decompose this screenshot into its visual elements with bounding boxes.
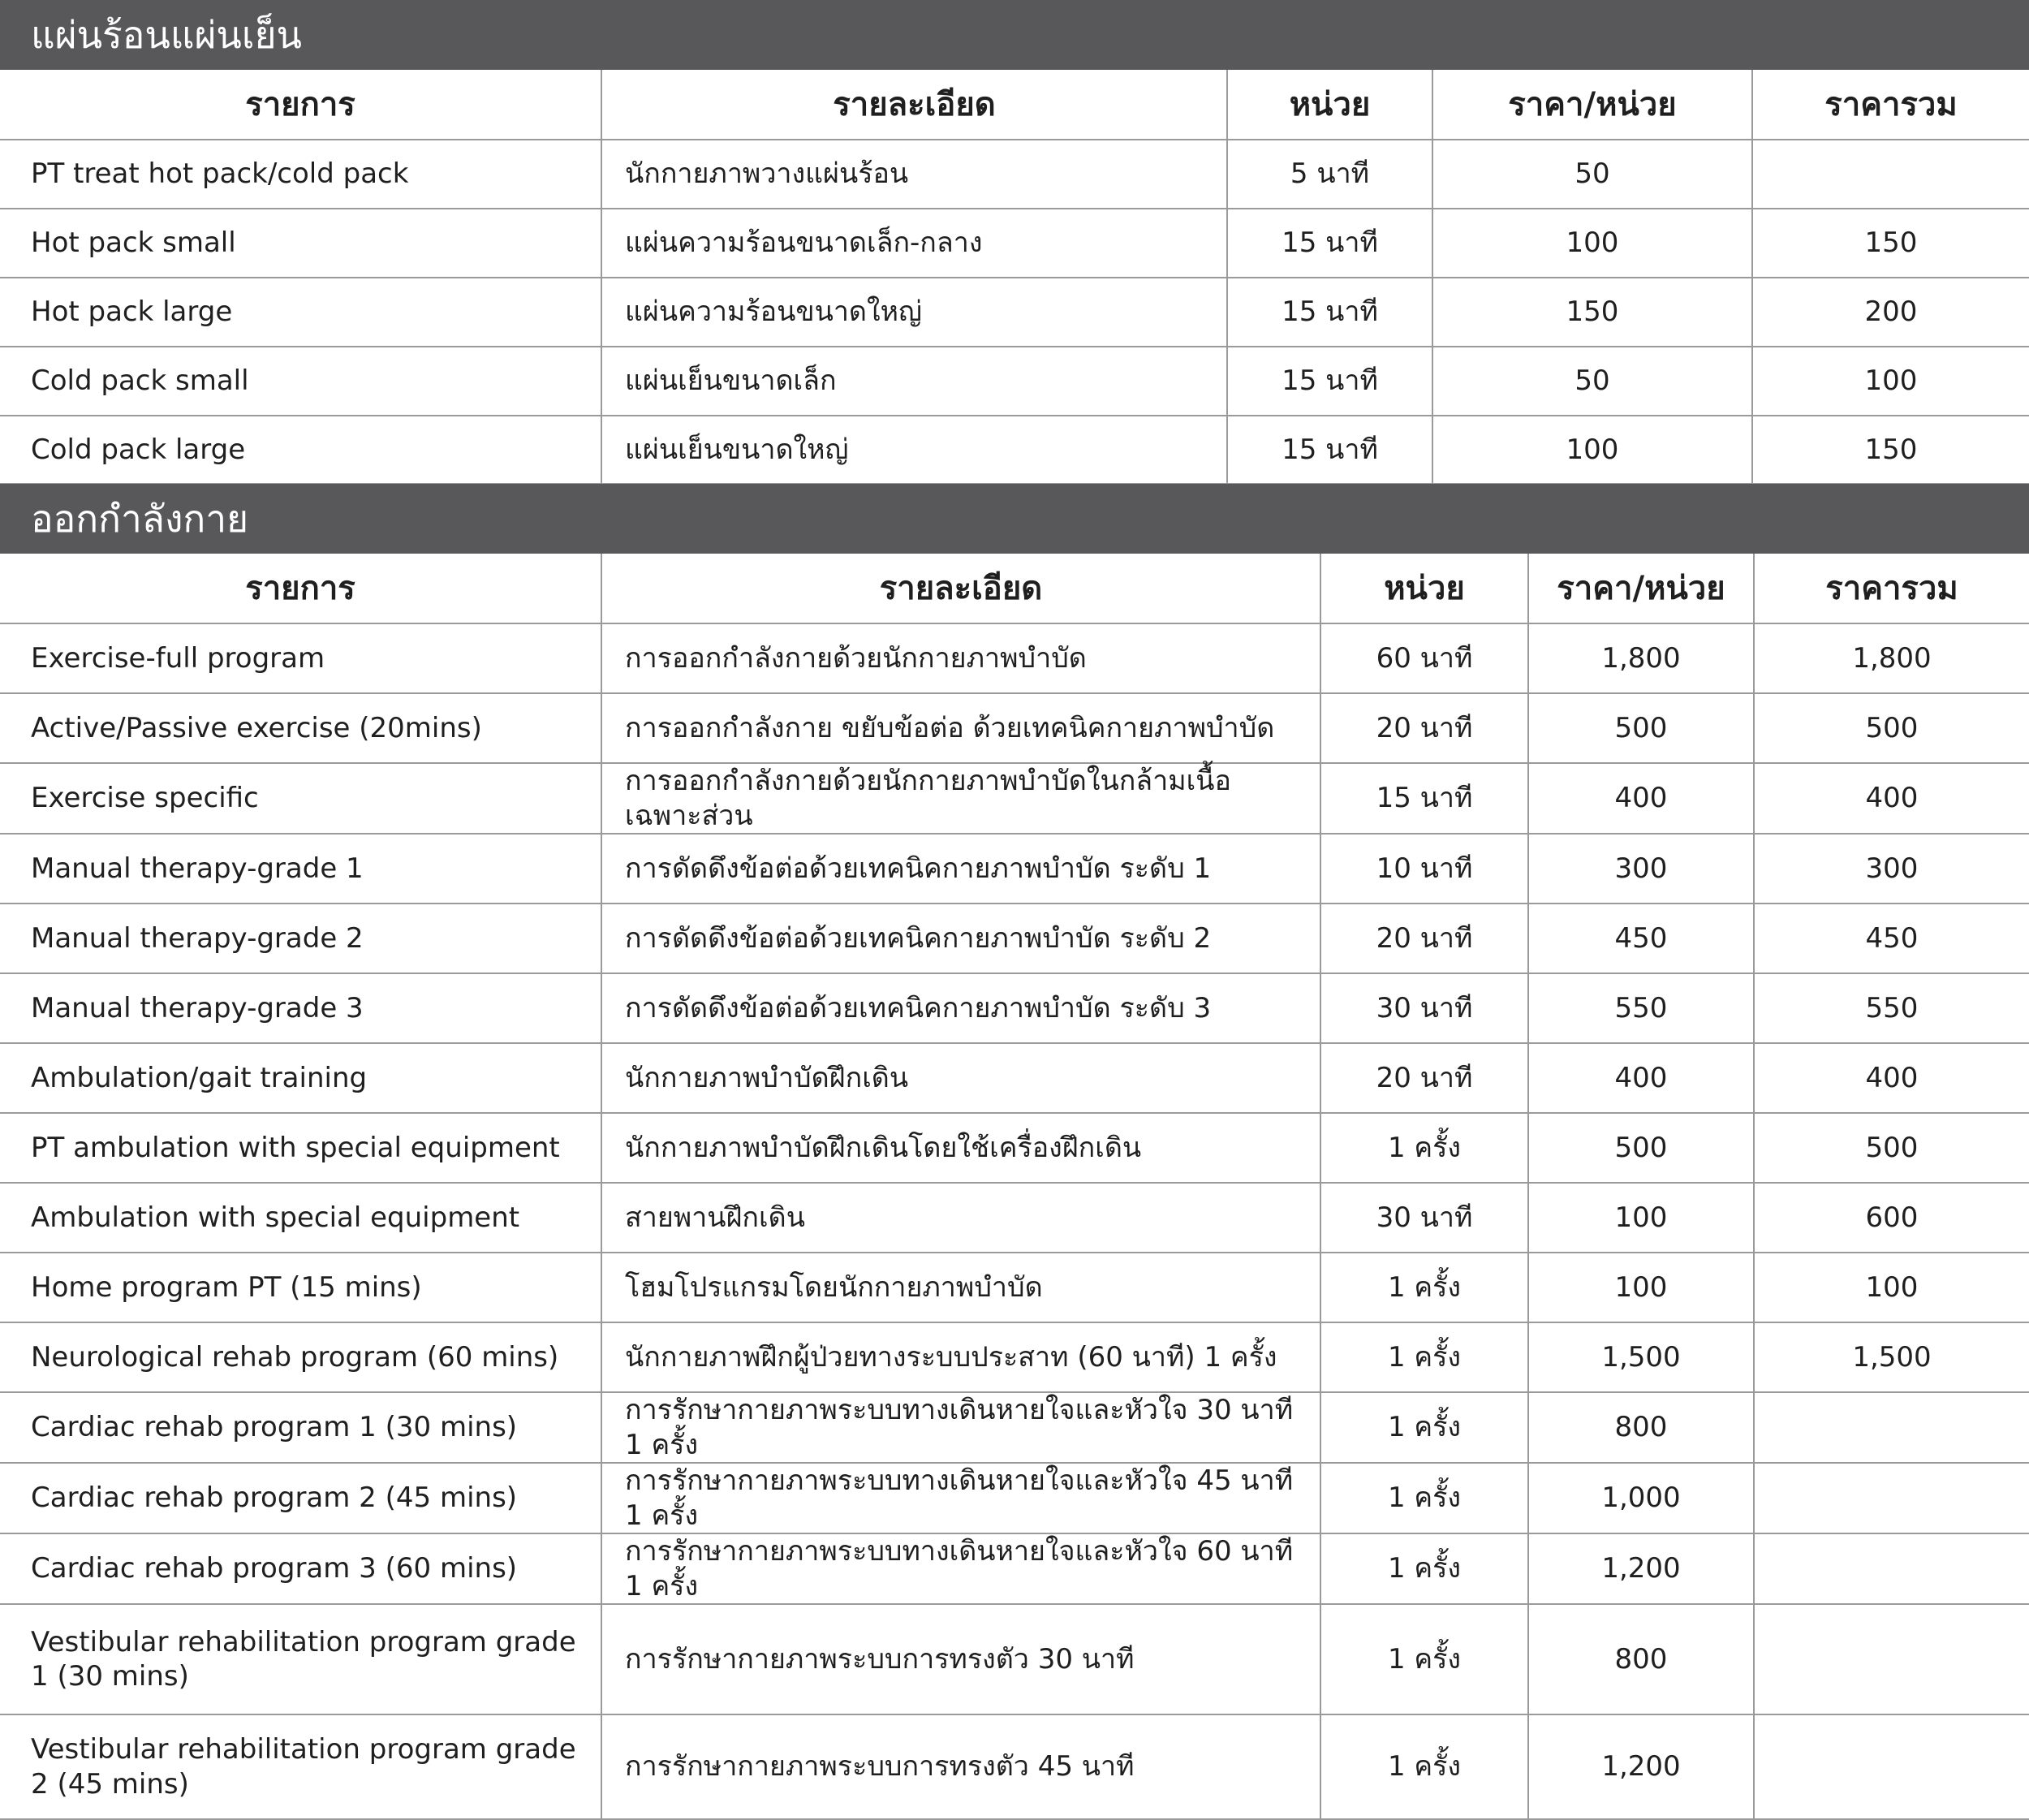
item-detail: แผ่นความร้อนขนาดใหญ่ — [601, 278, 1227, 347]
item-unit-price: 500 — [1528, 1113, 1754, 1183]
table-row — [0, 209, 2029, 278]
item-unit-price: 100 — [1528, 1253, 1754, 1322]
section-title-exercise: ออกกำลังกาย — [0, 484, 2029, 554]
table-row — [0, 1604, 2029, 1714]
hot-cold-pack-table — [0, 70, 2029, 485]
item-detail: การรักษากายภาพระบบทางเดินหายใจและหัวใจ 60 นาที 1 ครั้ง — [601, 1533, 1320, 1604]
table-row — [0, 416, 2029, 484]
table-row — [0, 1322, 2029, 1392]
item-detail: แผ่นเย็นขนาดใหญ่ — [601, 416, 1227, 484]
table-row — [0, 973, 2029, 1043]
table-row — [0, 1183, 2029, 1253]
item-unit-price: 50 — [1432, 347, 1752, 416]
table-row — [0, 1113, 2029, 1183]
col-header-unit: หน่วย — [1227, 70, 1432, 140]
item-name: Cardiac rehab program 2 (45 mins) — [0, 1463, 601, 1533]
col-header-item: รายการ — [0, 554, 601, 623]
item-unit: 15 นาที — [1227, 209, 1432, 278]
item-unit-price: 800 — [1528, 1604, 1754, 1714]
item-detail: การดัดดึงข้อต่อด้วยเทคนิคกายภาพบำบัด ระดับ 1 — [601, 834, 1320, 904]
item-name: Exercise-full program — [0, 623, 601, 693]
item-total-price: 550 — [1754, 973, 2029, 1043]
item-name: Hot pack large — [0, 278, 601, 347]
item-total-price — [1754, 1463, 2029, 1533]
item-unit-price: 400 — [1528, 763, 1754, 834]
item-total-price: 1,800 — [1754, 623, 2029, 693]
section-title-hot-cold-pack: แผ่นร้อนแผ่นเย็น — [0, 0, 2029, 70]
item-detail: การรักษากายภาพระบบทางเดินหายใจและหัวใจ 30 นาที 1 ครั้ง — [601, 1392, 1320, 1463]
col-header-detail: รายละเอียด — [601, 70, 1227, 140]
item-name: Active/Passive exercise (20mins) — [0, 693, 601, 763]
item-unit-price: 100 — [1528, 1183, 1754, 1253]
item-unit: 5 นาที — [1227, 140, 1432, 209]
table-row — [0, 1533, 2029, 1604]
table-row — [0, 1463, 2029, 1533]
item-unit: 1 ครั้ง — [1320, 1463, 1528, 1533]
item-total-price: 400 — [1754, 763, 2029, 834]
item-total-price — [1752, 140, 2029, 209]
item-total-price: 100 — [1752, 347, 2029, 416]
item-unit-price: 1,200 — [1528, 1533, 1754, 1604]
item-unit-price: 500 — [1528, 693, 1754, 763]
table-row — [0, 693, 2029, 763]
item-unit: 30 นาที — [1320, 1183, 1528, 1253]
item-unit: 20 นาที — [1320, 904, 1528, 973]
item-total-price: 600 — [1754, 1183, 2029, 1253]
table-header-row — [0, 70, 2029, 140]
item-unit-price: 50 — [1432, 140, 1752, 209]
item-detail: นักกายภาพบำบัดฝึกเดินโดยใช้เครื่องฝึกเดิน — [601, 1113, 1320, 1183]
item-detail: การออกกำลังกายด้วยนักกายภาพบำบัดในกล้ามเนื้อเฉพาะส่วน — [601, 763, 1320, 834]
item-detail: แผ่นความร้อนขนาดเล็ก-กลาง — [601, 209, 1227, 278]
item-name: Neurological rehab program (60 mins) — [0, 1322, 601, 1392]
item-name: Exercise specific — [0, 763, 601, 834]
item-name: Manual therapy-grade 3 — [0, 973, 601, 1043]
item-name: Cold pack small — [0, 347, 601, 416]
item-unit: 1 ครั้ง — [1320, 1392, 1528, 1463]
item-total-price: 500 — [1754, 1113, 2029, 1183]
item-name: Home program PT (15 mins) — [0, 1253, 601, 1322]
item-detail: การดัดดึงข้อต่อด้วยเทคนิคกายภาพบำบัด ระดับ 3 — [601, 973, 1320, 1043]
item-unit: 10 นาที — [1320, 834, 1528, 904]
item-unit: 60 นาที — [1320, 623, 1528, 693]
item-detail: การดัดดึงข้อต่อด้วยเทคนิคกายภาพบำบัด ระดับ 2 — [601, 904, 1320, 973]
table-row — [0, 623, 2029, 693]
exercise-table — [0, 554, 2029, 1820]
item-unit: 1 ครั้ง — [1320, 1113, 1528, 1183]
table-row — [0, 1714, 2029, 1819]
item-unit-price: 100 — [1432, 416, 1752, 484]
col-header-unit-price: ราคา/หน่วย — [1432, 70, 1752, 140]
item-name: Cardiac rehab program 1 (30 mins) — [0, 1392, 601, 1463]
item-name: Vestibular rehabilitation program grade 2 (45 mins) — [0, 1714, 601, 1819]
item-unit: 20 นาที — [1320, 693, 1528, 763]
item-detail: แผ่นเย็นขนาดเล็ก — [601, 347, 1227, 416]
item-detail: การรักษากายภาพระบบทางเดินหายใจและหัวใจ 45 นาที 1 ครั้ง — [601, 1463, 1320, 1533]
item-detail: นักกายภาพฝึกผู้ป่วยทางระบบประสาท (60 นาที) 1 ครั้ง — [601, 1322, 1320, 1392]
table-row — [0, 1392, 2029, 1463]
col-header-unit: หน่วย — [1320, 554, 1528, 623]
item-detail: การรักษากายภาพระบบการทรงตัว 45 นาที — [601, 1714, 1320, 1819]
item-unit-price: 1,800 — [1528, 623, 1754, 693]
item-unit-price: 1,200 — [1528, 1714, 1754, 1819]
table-row — [0, 1253, 2029, 1322]
item-total-price — [1754, 1604, 2029, 1714]
table-row — [0, 1043, 2029, 1113]
item-name: PT ambulation with special equipment — [0, 1113, 601, 1183]
item-unit-price: 400 — [1528, 1043, 1754, 1113]
item-unit-price: 1,500 — [1528, 1322, 1754, 1392]
item-unit-price: 1,000 — [1528, 1463, 1754, 1533]
item-unit: 1 ครั้ง — [1320, 1322, 1528, 1392]
item-detail: นักกายภาพบำบัดฝึกเดิน — [601, 1043, 1320, 1113]
item-total-price: 150 — [1752, 416, 2029, 484]
item-detail: การออกกำลังกาย ขยับข้อต่อ ด้วยเทคนิคกายภาพบำบัด — [601, 693, 1320, 763]
item-unit-price: 800 — [1528, 1392, 1754, 1463]
item-unit: 1 ครั้ง — [1320, 1604, 1528, 1714]
item-unit: 15 นาที — [1227, 278, 1432, 347]
item-unit: 1 ครั้ง — [1320, 1714, 1528, 1819]
table-row — [0, 347, 2029, 416]
item-total-price: 200 — [1752, 278, 2029, 347]
item-name: Vestibular rehabilitation program grade 1 (30 mins) — [0, 1604, 601, 1714]
item-unit-price: 150 — [1432, 278, 1752, 347]
table-row — [0, 278, 2029, 347]
col-header-item: รายการ — [0, 70, 601, 140]
item-name: Manual therapy-grade 1 — [0, 834, 601, 904]
item-detail: สายพานฝึกเดิน — [601, 1183, 1320, 1253]
item-name: Hot pack small — [0, 209, 601, 278]
col-header-detail: รายละเอียด — [601, 554, 1320, 623]
item-name: PT treat hot pack/cold pack — [0, 140, 601, 209]
table-row — [0, 140, 2029, 209]
item-name: Ambulation with special equipment — [0, 1183, 601, 1253]
col-header-total-price: ราคารวม — [1754, 554, 2029, 623]
item-total-price: 150 — [1752, 209, 2029, 278]
item-unit-price: 550 — [1528, 973, 1754, 1043]
item-name: Manual therapy-grade 2 — [0, 904, 601, 973]
item-detail: นักกายภาพวางแผ่นร้อน — [601, 140, 1227, 209]
item-unit-price: 300 — [1528, 834, 1754, 904]
item-total-price — [1754, 1392, 2029, 1463]
item-unit: 15 นาที — [1227, 347, 1432, 416]
item-total-price: 500 — [1754, 693, 2029, 763]
item-total-price: 1,500 — [1754, 1322, 2029, 1392]
item-unit: 30 นาที — [1320, 973, 1528, 1043]
table-header-row — [0, 554, 2029, 623]
item-name: Ambulation/gait training — [0, 1043, 601, 1113]
table-row — [0, 904, 2029, 973]
item-total-price: 300 — [1754, 834, 2029, 904]
item-unit-price: 450 — [1528, 904, 1754, 973]
item-unit: 20 นาที — [1320, 1043, 1528, 1113]
item-total-price: 450 — [1754, 904, 2029, 973]
item-total-price: 100 — [1754, 1253, 2029, 1322]
item-total-price: 400 — [1754, 1043, 2029, 1113]
col-header-unit-price: ราคา/หน่วย — [1528, 554, 1754, 623]
item-unit-price: 100 — [1432, 209, 1752, 278]
item-total-price — [1754, 1533, 2029, 1604]
item-total-price — [1754, 1714, 2029, 1819]
item-unit: 1 ครั้ง — [1320, 1533, 1528, 1604]
item-name: Cold pack large — [0, 416, 601, 484]
table-row — [0, 834, 2029, 904]
table-row — [0, 763, 2029, 834]
item-unit: 1 ครั้ง — [1320, 1253, 1528, 1322]
item-unit: 15 นาที — [1227, 416, 1432, 484]
item-detail: โฮมโปรแกรมโดยนักกายภาพบำบัด — [601, 1253, 1320, 1322]
item-detail: การรักษากายภาพระบบการทรงตัว 30 นาที — [601, 1604, 1320, 1714]
item-detail: การออกกำลังกายด้วยนักกายภาพบำบัด — [601, 623, 1320, 693]
item-name: Cardiac rehab program 3 (60 mins) — [0, 1533, 601, 1604]
col-header-total-price: ราคารวม — [1752, 70, 2029, 140]
item-unit: 15 นาที — [1320, 763, 1528, 834]
